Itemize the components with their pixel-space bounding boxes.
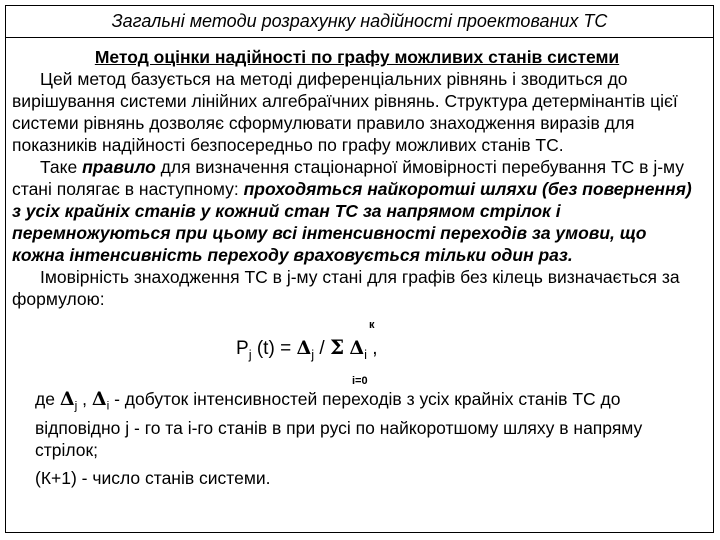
formula-lhs: P: [236, 338, 249, 359]
rule-context-text: для визначення стаціонарної ймовірності перебування ТС в j-му стані полягає в наступному:: [12, 157, 685, 199]
paragraph-method-description: Цей метод базується на методі диференціальних рівнянь і зводиться до вирішування системи лінійних алгебраїчних рівнянь. Структура детермінантів цієї системи рівнянь дозволяє сформулювати правило знаходження виразів для показників надійності безпосередньо по графу можливих станів ТС.: [12, 69, 678, 155]
formula-block: [12, 310, 702, 388]
states-count-line: (К+1) - число станів системи.: [35, 467, 271, 488]
slide-title: Загальні методи розрахунку надійності проектованих ТС: [6, 6, 713, 38]
section-heading: Метод оцінки надійності по графу можливих станів системи: [94, 47, 620, 67]
where-delta-j: Δ: [59, 388, 75, 410]
where-delta-i-subscript: i: [106, 398, 110, 413]
formula-slash: /: [314, 338, 330, 359]
where-delta-j-subscript: j: [74, 398, 78, 413]
formula-denominator-subscript: i: [364, 346, 367, 362]
formula-numerator-subscript: j: [311, 346, 315, 362]
formula-argument: (t) =: [251, 338, 297, 359]
rule-word: правило: [82, 157, 156, 177]
sum-lower-limit: i=0: [352, 375, 368, 387]
where-prefix: де: [35, 389, 60, 409]
formula-explanation: [12, 388, 702, 489]
sum-upper-limit: к: [369, 319, 375, 331]
formula-denominator-delta: Δ: [349, 337, 365, 359]
where-delta-i: Δ: [91, 388, 107, 410]
paragraph-rule: [12, 156, 702, 266]
formula-tail: ,: [367, 338, 378, 359]
formula-sigma: Σ: [329, 335, 345, 359]
slide-frame: [5, 5, 714, 533]
where-definition: - добуток інтенсивностей переходів з усіх крайніх станів ТС до відповідно j - го та і-го станів в при русі по найкоротшому шляху в напряму стрілок;: [35, 389, 643, 460]
probability-formula: [236, 336, 378, 366]
where-paragraph: [35, 388, 702, 461]
rule-intro-text: Таке: [40, 157, 83, 177]
paragraph-probability-intro: Імовірність знаходження ТС в j-му стані для графів без кілець визначається за формулою:: [12, 267, 680, 309]
formula-lhs-subscript: j: [248, 346, 252, 362]
where-separator: ,: [77, 389, 92, 409]
slide-content: [12, 46, 702, 489]
formula-numerator-delta: Δ: [296, 337, 312, 359]
rule-statement: проходяться найкоротші шляхи (без повернення) з усіх крайніх станів у кожний стан ТС за напрямом стрілок і перемножуються при цьому всі інтенсивності переходів за умови, що кожна інтенсивність переходу враховується тільки один раз.: [12, 179, 692, 265]
